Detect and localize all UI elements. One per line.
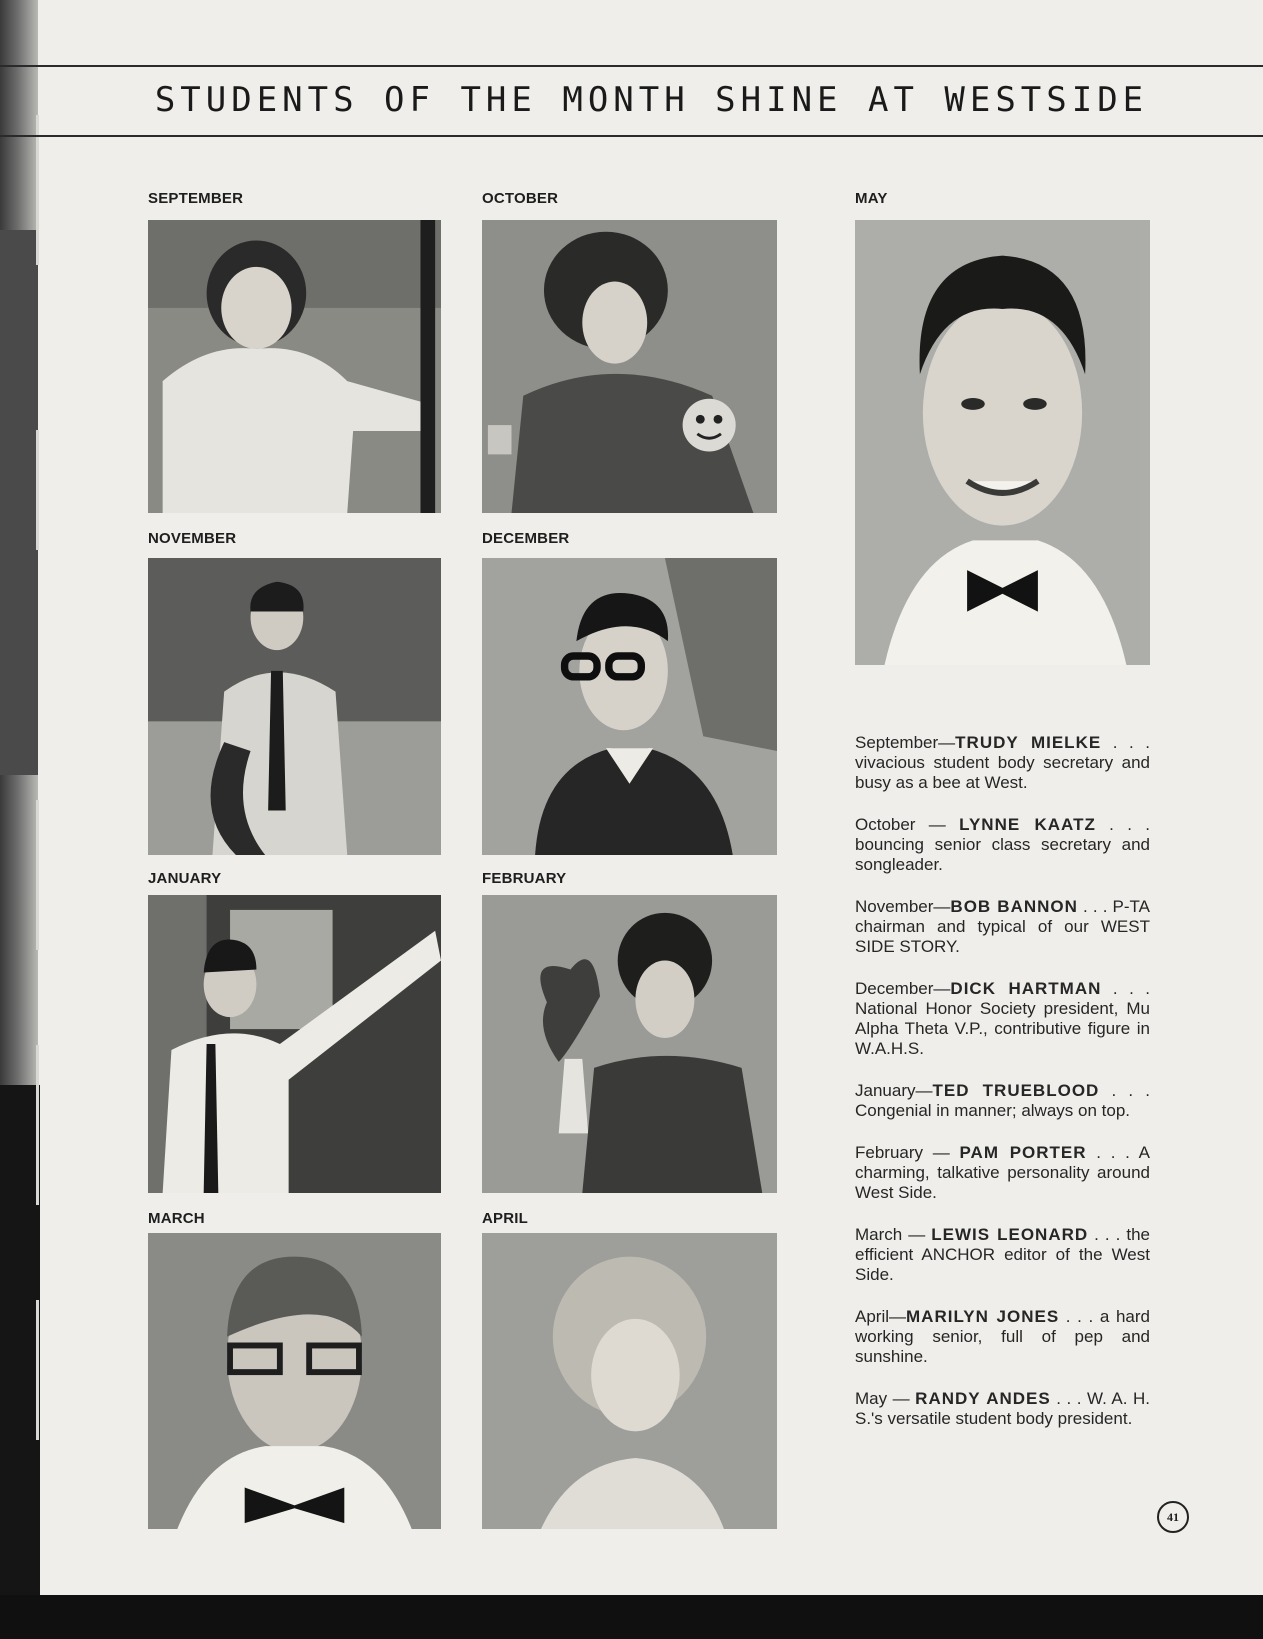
caption-april: April—MARILYN JONES . . . a hard working senior, full of pep and sunshine. xyxy=(855,1307,1151,1366)
month-label-january: JANUARY xyxy=(148,870,222,887)
caption-september: September—TRUDY MIELKE . . . vivacious student body secretary and busy as a bee at West. xyxy=(855,733,1150,792)
caption-november: November—BOB BANNON . . . P-TA chairman and typical of our WEST SIDE STORY. xyxy=(855,897,1150,956)
caption-may: May — RANDY ANDES . . . W. A. H. S.'s versatile student body president. xyxy=(855,1389,1150,1428)
month-label-september: SEPTEMBER xyxy=(148,190,244,207)
photo-february xyxy=(482,895,777,1193)
month-label-february: FEBRUARY xyxy=(482,870,567,887)
photo-may xyxy=(855,220,1150,665)
binding-stitch xyxy=(36,430,39,550)
binding-shadow-lower xyxy=(0,1085,40,1595)
photo-december xyxy=(482,558,777,855)
photo-january xyxy=(148,895,441,1193)
binding-stitch xyxy=(36,1300,39,1440)
photo-march xyxy=(148,1233,441,1529)
binding-stitch xyxy=(36,115,39,265)
month-label-december: DECEMBER xyxy=(482,530,570,547)
headline-rule xyxy=(0,135,1263,137)
caption-february: February — PAM PORTER . . . A charming, talkative personality around West Side. xyxy=(855,1143,1150,1202)
binding-stitch xyxy=(36,800,39,950)
caption-october: October — LYNNE KAATZ . . . bouncing senior class secretary and songleader. xyxy=(855,815,1150,874)
photo-november xyxy=(148,558,441,855)
caption-december: December—DICK HARTMAN . . . National Honor Society president, Mu Alpha Theta V.P., contributive figure in W.A.H.S. xyxy=(855,979,1150,1058)
month-label-april: APRIL xyxy=(482,1210,528,1227)
photo-october xyxy=(482,220,777,513)
binding-shadow xyxy=(0,230,38,775)
page-number: 41 xyxy=(1157,1501,1189,1533)
page-headline: STUDENTS OF THE MONTH SHINE AT WESTSIDE xyxy=(154,80,1149,120)
caption-january: January—TED TRUEBLOOD . . . Congenial in manner; always on top. xyxy=(855,1081,1151,1120)
photo-april xyxy=(482,1233,777,1529)
page-bottom-edge xyxy=(0,1595,1263,1639)
top-rule xyxy=(0,65,1263,67)
caption-march: March — LEWIS LEONARD . . . the efficient ANCHOR editor of the West Side. xyxy=(855,1225,1150,1284)
binding-stitch xyxy=(36,1045,39,1205)
captions-column xyxy=(855,733,1150,1451)
month-label-october: OCTOBER xyxy=(482,190,559,207)
month-label-march: MARCH xyxy=(148,1210,205,1227)
month-label-november: NOVEMBER xyxy=(148,530,237,547)
month-label-may: MAY xyxy=(855,190,888,207)
photo-september xyxy=(148,220,441,513)
